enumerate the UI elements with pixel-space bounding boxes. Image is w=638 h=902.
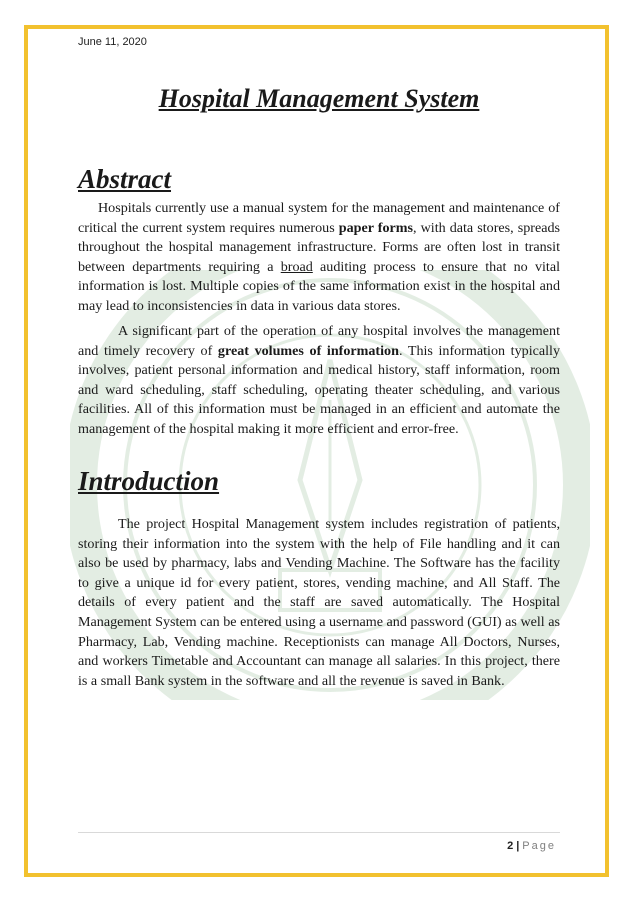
footer-divider <box>78 832 560 833</box>
introduction-paragraph: The project Hospital Management system includes registration of patients, storing their information into the system with the help of File handling and it can also be used by pharmacy, labs and Vending Machine. The Software has the facility to give a unique id for every patient, stores, vending machine, and All Staff. The details of every patient and the staff are saved automatically. The Hospital Management System can be entered using a username and password (GUI) as well as Pharmacy, Lab, Vending machine. Receptionists can manage All Doctors, Nurses, and workers Timetable and Accountant can manage all salaries. In this project, there is a small Bank system in the software and all the revenue is saved in Bank. <box>78 516 560 689</box>
introduction-heading: Introduction <box>78 466 220 496</box>
document-title: Hospital Management System <box>158 84 480 113</box>
page-number: 2 <box>507 840 514 852</box>
header-date: June 11, 2020 <box>78 36 147 48</box>
abstract-paragraph-2: A significant part of the operation of any hospital involves the management and timely recovery of great volumes of information. This information typically involves, patient personal information and medical history, staff information, room and ward scheduling, staff scheduling, operating theater scheduling, and various facilities. All of this information must be managed in an efficient and automate the management of the hospital making it more efficient and error-free. <box>78 323 560 437</box>
abstract-paragraph-1: Hospitals currently use a manual system for the management and maintenance of critical the current system requires numerous paper forms, with data stores, spreads throughout the hospital management infrastructure. Forms are often lost in transit between departments requiring a broad auditing process to ensure that no vital information is lost. Multiple copies of the same information exist in the hospital and may lead to inconsistencies in data in various data stores. <box>78 200 560 314</box>
page-label: Page <box>522 840 556 852</box>
page-footer <box>507 840 556 852</box>
footer-separator: | <box>516 840 520 852</box>
abstract-heading: Abstract <box>78 164 172 194</box>
